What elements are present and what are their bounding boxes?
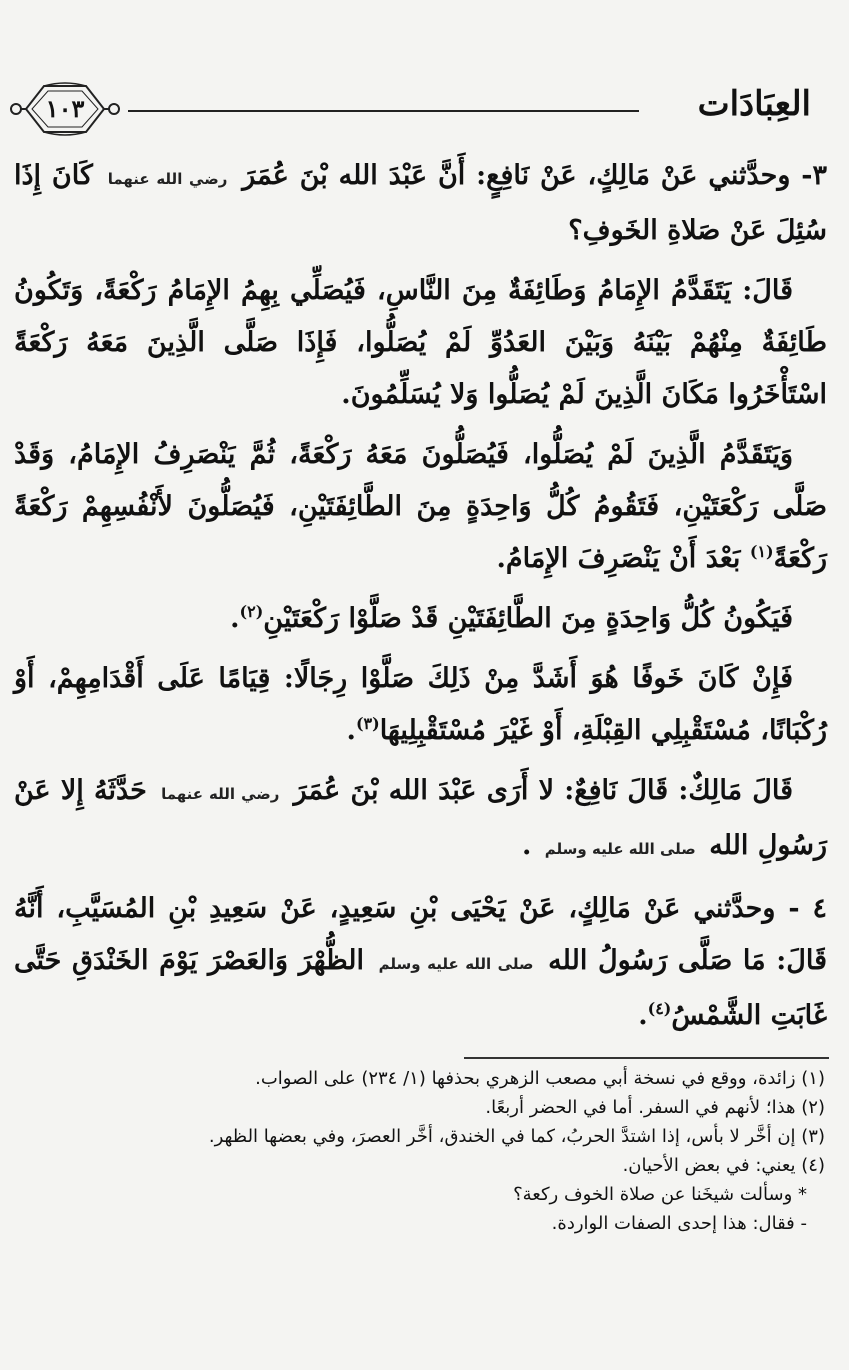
paragraph [14, 265, 827, 421]
footnotes [20, 1064, 825, 1238]
text-segment: . [521, 830, 532, 861]
paragraph [14, 429, 827, 585]
honorific-radiallahu: رضي الله عنهما [161, 785, 280, 803]
text-segment: ٣- وحدَّثني عَنْ مَالِكٍ، عَنْ نَافِعٍ: أَنَّ عَبْدَ الله بْنَ عُمَرَ [242, 160, 827, 191]
footnote-4: (٤) يعني: في بعض الأحيان. [622, 1155, 825, 1176]
main-text [14, 150, 827, 1050]
paragraph-hadith-4 [14, 883, 827, 1042]
page-header [0, 70, 849, 150]
footnote-ref: (٢) [239, 602, 264, 621]
text-segment: فَيَكُونُ كُلُّ وَاحِدَةٍ مِنَ الطَّائِفَتَيْنِ قَدْ صَلَّوْا رَكْعَتَيْنِ [263, 603, 793, 634]
footnote-ref: (٤) [647, 999, 672, 1018]
footnote-1: (١) زائدة، ووقع في نسخة أبي مصعب الزهري بحذفها (١/ ٢٣٤) على الصواب. [255, 1068, 825, 1089]
text-segment: حَدَّثَهُ إِلا عَنْ رَسُولِ الله [14, 775, 827, 861]
footnote-3: (٣) إن أخَّر لا بأس، إذا اشتدَّ الحربُ، كما في الخندق، أخَّر العصرَ، وفي بعضها الظهر. [208, 1126, 825, 1147]
text-segment: ٤ - وحدَّثني عَنْ مَالِكٍ، عَنْ يَحْيَى بْنِ سَعِيدٍ، عَنْ سَعِيدِ بْنِ المُسَيَّبِ، أَنَّهُ قَالَ: مَا صَلَّى رَسُولُ الله [14, 893, 828, 976]
text-segment: . [638, 1000, 648, 1031]
paragraph [14, 653, 827, 757]
text-segment: الظُّهْرَ وَالعَصْرَ يَوْمَ الخَنْدَقِ حَتَّى غَابَتِ الشَّمْسُ [14, 945, 827, 1031]
honorific-radiallahu: رضي الله عنهما [107, 170, 228, 188]
text-segment: قَالَ: يَتَقَدَّمُ الإِمَامُ وَطَائِفَةٌ مِنَ النَّاسِ، فَيُصَلِّي بِهِمُ الإِمَامُ رَكْعَةً، وَتَكُونُ طَائِفَةٌ مِنْهُمْ بَيْنَهُ وَبَيْنَ العَدُوِّ لَمْ يُصَلُّوا، فَإِذَا صَلَّى الَّذِينَ مَعَهُ رَكْعَةً اسْتَأْخَرُوا مَكَانَ الَّذِينَ لَمْ يُصَلُّوا وَلا يُسَلِّمُونَ. [14, 275, 827, 410]
footnote-ref: (٣) [355, 714, 380, 733]
text-segment: قَالَ مَالِكٌ: قَالَ نَافِعٌ: لا أَرَى عَبْدَ الله بْنَ عُمَرَ [293, 775, 793, 806]
text-segment: فَإِنْ كَانَ خَوفًا هُوَ أَشَدَّ مِنْ ذَلِكَ صَلَّوْا رِجَالًا: قِيَامًا عَلَى أَقْدَامِهِمْ، أَوْ رُكْبَانًا، مُسْتَقْبِلِي القِبْلَةِ، أَوْ غَيْرَ مُسْتَقْبِلِيهَا [14, 663, 827, 746]
text-segment: وَيَتَقَدَّمُ الَّذِينَ لَمْ يُصَلُّوا، فَيُصَلُّونَ مَعَهُ رَكْعَةً، ثُمَّ يَنْصَرِفُ الإِمَامُ، وَقَدْ صَلَّى رَكْعَتَيْنِ، فَتَقُومُ كُلُّ وَاحِدَةٍ مِنَ الطَّائِفَتَيْنِ، فَيُصَلُّونَ لأَنْفُسِهِمْ رَكْعَةً رَكْعَةً [14, 439, 827, 574]
header-rule [128, 110, 639, 112]
text-segment: كَانَ إِذَا سُئِلَ عَنْ صَلاةِ الخَوفِ؟ [14, 160, 827, 246]
text-segment: . [230, 603, 240, 634]
footnote-2: (٢) هذا؛ لأنهم في السفر. أما في الحضر أربعًا. [485, 1097, 825, 1118]
footnote-rule [464, 1057, 829, 1059]
paragraph [14, 593, 827, 645]
page-number-ornament [6, 80, 124, 138]
section-title: العِبَادَات [697, 84, 811, 124]
honorific-salla: صلى الله عليه وسلم [378, 955, 534, 973]
honorific-salla: صلى الله عليه وسلم [544, 840, 696, 858]
footnote-note-answer: - فقال: هذا إحدى الصفات الواردة. [551, 1213, 807, 1234]
paragraph-hadith-3 [14, 150, 827, 257]
footnote-ref: (١) [749, 542, 774, 561]
text-segment: بَعْدَ أَنْ يَنْصَرِفَ الإِمَامُ. [496, 543, 741, 574]
page-number: ١٠٣ [45, 94, 85, 123]
paragraph [14, 765, 827, 875]
footnote-note-question: * وسألت شيخَنا عن صلاة الخوف ركعة؟ [513, 1184, 807, 1205]
text-segment: . [346, 715, 356, 746]
